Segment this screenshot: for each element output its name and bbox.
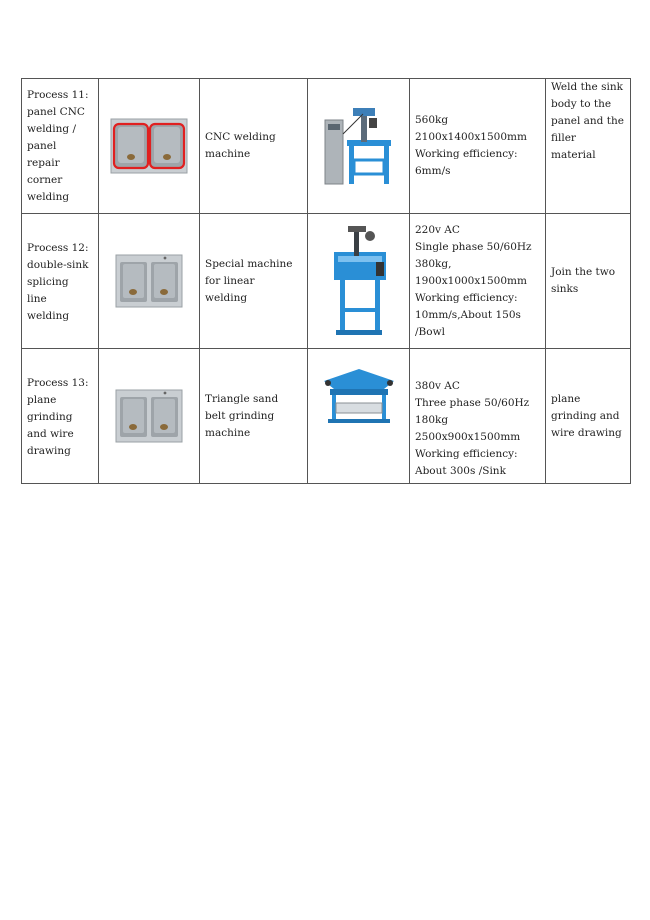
machine-name: Triangle sand belt grinding machine — [205, 392, 279, 439]
machine-specs: 380v AC Three phase 50/60Hz 180kg 2500x900x1500mm Working efficiency: About 300s /Sink — [415, 380, 530, 477]
machine-name: CNC welding machine — [205, 131, 276, 160]
function-cell — [546, 349, 631, 484]
machine-image-cell — [308, 349, 410, 484]
process-cell — [22, 214, 99, 349]
cnc-welding-machine-image — [323, 104, 395, 188]
specs-cell — [410, 349, 546, 484]
machine-image-cell — [308, 79, 410, 214]
process-table — [21, 78, 631, 484]
process-function: Join the two sinks — [551, 266, 616, 295]
linear-welding-machine-image — [328, 222, 390, 340]
table-row-process-12 — [22, 214, 631, 349]
table-row-process-11 — [22, 79, 631, 214]
machine-cell — [200, 79, 308, 214]
machine-image-cell — [308, 214, 410, 349]
process-function: plane grinding and wire drawing — [551, 392, 622, 439]
product-image-cell — [99, 349, 200, 484]
double-sink-image — [115, 389, 183, 443]
process-label: Process 11: panel CNC welding / panel repair corner welding — [27, 88, 89, 203]
process-cell — [22, 349, 99, 484]
function-cell — [546, 79, 631, 214]
process-label: Process 13: plane grinding and wire drawing — [27, 376, 89, 457]
machine-name: Special machine for linear welding — [205, 257, 293, 304]
sand-belt-grinding-machine-image — [320, 367, 398, 425]
sink-weld-image — [109, 117, 189, 175]
process-cell — [22, 79, 99, 214]
process-function: Weld the sink body to the panel and the filler material — [551, 81, 624, 161]
product-image-cell — [99, 214, 200, 349]
double-sink-image — [115, 254, 183, 308]
process-label: Process 12: double-sink splicing line welding — [27, 241, 89, 322]
machine-specs: 220v AC Single phase 50/60Hz 380kg, 1900x1000x1500mm Working efficiency: 10mm/s,About 150s /Bowl — [415, 223, 532, 338]
specs-cell — [410, 214, 546, 349]
specs-cell — [410, 79, 546, 214]
machine-cell — [200, 214, 308, 349]
table-row-process-13 — [22, 349, 631, 484]
product-image-cell — [99, 79, 200, 214]
machine-specs: 560kg 2100x1400x1500mm Working efficiency: 6mm/s — [415, 114, 527, 177]
function-cell — [546, 214, 631, 349]
machine-cell — [200, 349, 308, 484]
